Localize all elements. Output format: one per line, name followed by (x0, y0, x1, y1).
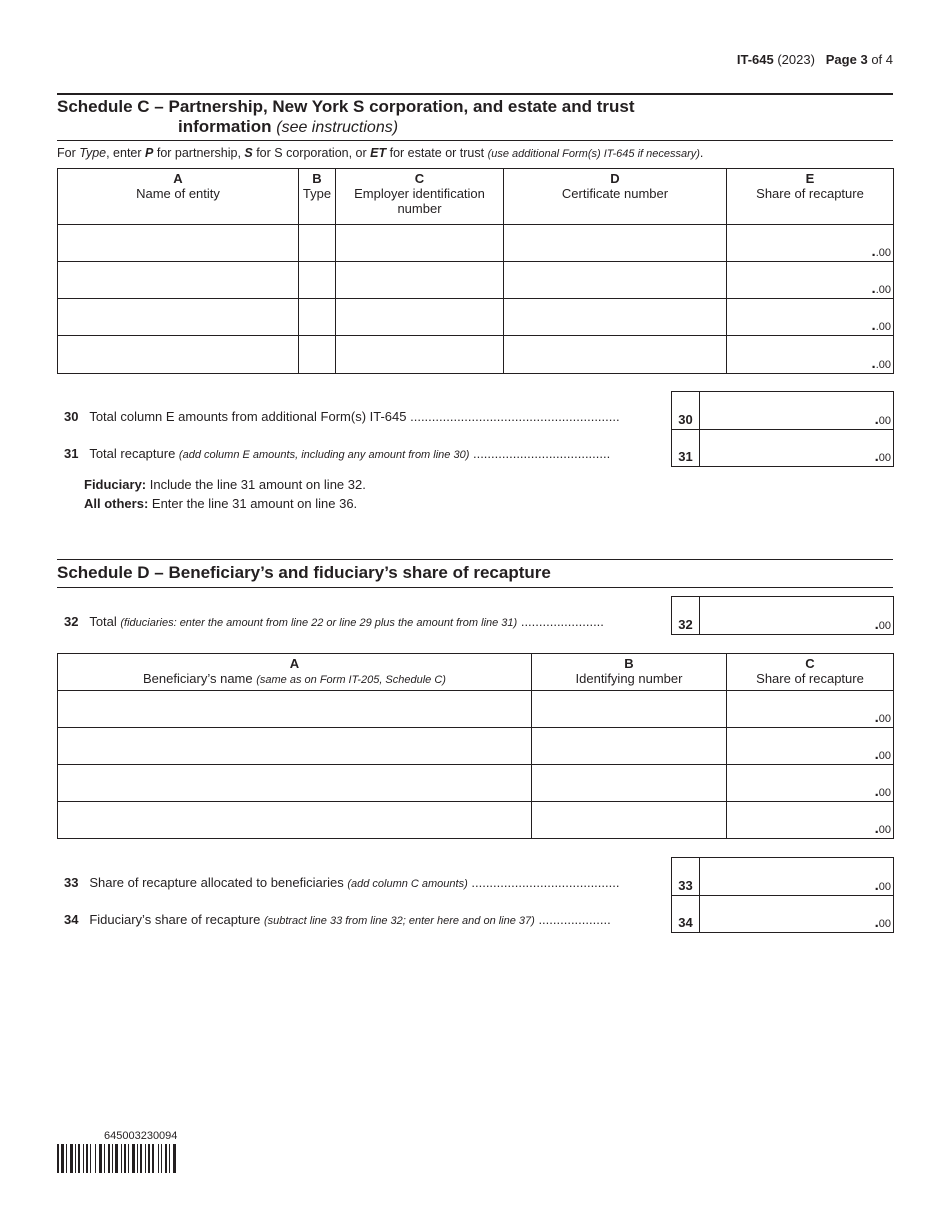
line-text (64, 409, 664, 424)
table-cell-input[interactable] (531, 690, 727, 728)
barcode-bar (148, 1144, 150, 1173)
line-label: Share of recapture allocated to beneficiaries (89, 875, 348, 890)
barcode-bar (140, 1144, 142, 1173)
column-label: Type (302, 186, 332, 201)
line-number: 32 (64, 614, 79, 629)
box-number: 31 (678, 449, 693, 464)
divider (57, 93, 893, 95)
page-header (737, 52, 893, 67)
cents-label: ..00 (871, 280, 891, 297)
table-cell-input[interactable] (503, 335, 727, 374)
t: . (699, 146, 704, 160)
column-header (726, 653, 894, 691)
column-header (57, 168, 299, 225)
line-label: Total column E amounts from additional Form(s) IT-645 (89, 409, 407, 424)
barcode-bar (161, 1144, 162, 1173)
line-number-box (671, 429, 700, 467)
cents: .00 (875, 284, 891, 296)
others-note (84, 496, 357, 511)
barcode-bar (90, 1144, 91, 1173)
amount-input[interactable] (699, 857, 894, 896)
line-note: (add column E amounts, including any amount from line 30) (178, 449, 470, 461)
table-cell-input[interactable] (57, 690, 532, 728)
leader-dots: ...................................... (469, 446, 611, 461)
column-header (57, 653, 532, 691)
barcode-bar (66, 1144, 67, 1173)
column-note: (same as on Form IT-205, Schedule C) (256, 674, 446, 686)
line-text (64, 614, 664, 629)
barcode-bar (86, 1144, 88, 1173)
line-number: 31 (64, 446, 79, 461)
amount-input[interactable] (699, 596, 894, 635)
divider (57, 587, 893, 588)
table-cell-input[interactable] (57, 298, 299, 336)
form-year: (2023) (777, 52, 815, 67)
barcode-bar (121, 1144, 122, 1173)
line-text (64, 912, 664, 927)
line-note: (add column C amounts) (347, 878, 468, 890)
leader-dots: ......................................... (467, 875, 620, 890)
barcode-bar (169, 1144, 170, 1173)
barcode-bar (108, 1144, 110, 1173)
cents-label: .00 (874, 746, 891, 763)
cents-label: .00 (874, 783, 891, 800)
line-label: Total (89, 614, 121, 629)
cents: 00 (878, 918, 891, 930)
table-cell-input[interactable] (503, 224, 727, 262)
line-number-box (671, 391, 700, 430)
table-cell-input[interactable] (57, 261, 299, 299)
schedule-d-title: Schedule D – Beneficiary’s and fiduciary’s share of recapture (57, 563, 551, 582)
divider (57, 559, 893, 560)
table-cell-input[interactable] (726, 335, 894, 374)
line-text (64, 446, 664, 461)
table-cell-input[interactable] (298, 224, 336, 262)
column-letter: B (624, 656, 634, 671)
barcode-bar (158, 1144, 159, 1173)
title-note: (see instructions) (276, 119, 399, 136)
column-letter: B (312, 171, 322, 186)
column-label: Share of recapture (756, 186, 864, 201)
t: For (57, 146, 80, 160)
column-label: Certificate number (561, 186, 669, 201)
table-cell-input[interactable] (335, 298, 504, 336)
schedule-c-title: Schedule C – Partnership, New York S corporation, and estate and trust (57, 97, 635, 116)
table-cell-input[interactable] (298, 298, 336, 336)
t: , enter (106, 146, 146, 160)
barcode-bar (57, 1144, 59, 1173)
form-number: IT-645 (736, 52, 774, 67)
table-cell-input[interactable] (531, 764, 727, 802)
cents-label: .00 (874, 411, 891, 428)
barcode-bar (152, 1144, 154, 1173)
barcode-bar (70, 1144, 73, 1173)
table-cell-input[interactable] (726, 224, 894, 262)
cents: 00 (878, 415, 891, 427)
barcode-bar (95, 1144, 96, 1173)
fiduciary-note (84, 477, 366, 492)
label: Fiduciary: (84, 477, 147, 492)
table-cell-input[interactable] (726, 727, 894, 765)
barcode-bar (75, 1144, 76, 1173)
cents-label: .00 (874, 709, 891, 726)
column-header (726, 168, 894, 225)
column-letter: C (414, 171, 425, 186)
column-letter: A (289, 656, 300, 671)
barcode-bar (124, 1144, 126, 1173)
cents: 00 (878, 620, 891, 632)
line-note: (subtract line 33 from line 32; enter here and on line 37) (263, 915, 535, 927)
table-cell-input[interactable] (298, 261, 336, 299)
cents: .00 (875, 247, 891, 259)
amount-input[interactable] (699, 391, 894, 430)
cents-label: .00 (874, 820, 891, 837)
divider (57, 140, 893, 141)
barcode-number: 645003230094 (104, 1130, 178, 1142)
column-header (503, 168, 727, 225)
table-cell-input[interactable] (335, 224, 504, 262)
leader-dots: .......................................................... (406, 409, 620, 424)
cents-label: ..00 (871, 243, 891, 260)
line-number-box (671, 857, 700, 896)
table-cell-input[interactable] (57, 764, 532, 802)
line-number-box (671, 596, 700, 635)
cents-label: .00 (874, 448, 891, 465)
column-header (335, 168, 504, 225)
table-cell-input[interactable] (335, 335, 504, 374)
box-number: 32 (678, 617, 693, 632)
table-cell-input[interactable] (531, 801, 727, 839)
t: ET (370, 146, 387, 160)
barcode (57, 1144, 239, 1173)
barcode-bar (112, 1144, 113, 1173)
t: S (244, 146, 253, 160)
line-note: (fiduciaries: enter the amount from line 22 or line 29 plus the amount from line 31) (120, 617, 518, 629)
column-label: Name of entity (136, 186, 220, 201)
amount-input[interactable] (699, 429, 894, 467)
table-cell-input[interactable] (57, 727, 532, 765)
box-number: 33 (678, 878, 693, 893)
cents: 00 (878, 452, 891, 464)
text: Enter the line 31 amount on line 36. (148, 496, 358, 511)
t: Type (79, 146, 107, 160)
line-number: 33 (64, 875, 79, 890)
t: for partnership, (153, 146, 245, 160)
amount-input[interactable] (699, 895, 894, 933)
barcode-bar (128, 1144, 129, 1173)
barcode-bar (83, 1144, 84, 1173)
line-number: 30 (64, 409, 79, 424)
cents: 00 (878, 881, 891, 893)
column-label: Beneficiary’s name (143, 671, 257, 686)
barcode-bar (165, 1144, 167, 1173)
table-cell-input[interactable] (57, 224, 299, 262)
t: for S corporation, or (252, 146, 371, 160)
table-cell-input[interactable] (298, 335, 336, 374)
page-of: of 4 (871, 52, 893, 67)
column-letter: D (610, 171, 620, 186)
table-cell-input[interactable] (503, 298, 727, 336)
column-header (531, 653, 727, 691)
table-cell-input[interactable] (57, 335, 299, 374)
line-label: Fiduciary’s share of recapture (89, 912, 264, 927)
line-number: 34 (64, 912, 79, 927)
t: P (145, 146, 154, 160)
column-letter: A (173, 171, 183, 186)
page-label: Page 3 (825, 52, 868, 67)
cents-label: .00 (874, 914, 891, 931)
schedule-c-instruction (57, 146, 703, 160)
box-number: 30 (678, 412, 693, 427)
barcode-bar (173, 1144, 176, 1173)
barcode-bar (61, 1144, 64, 1173)
column-label: Share of recapture (756, 671, 864, 686)
column-label: Identifying number (575, 671, 683, 686)
cents-label: ..00 (871, 355, 891, 372)
line-text (64, 875, 664, 890)
text: Include the line 31 amount on line 32. (146, 477, 366, 492)
leader-dots: .................... (534, 912, 611, 927)
cents: .00 (875, 321, 891, 333)
barcode-bar (145, 1144, 146, 1173)
table-cell-input[interactable] (503, 261, 727, 299)
leader-dots: ....................... (517, 614, 604, 629)
cents-label: .00 (874, 616, 891, 633)
cents-label: ..00 (871, 317, 891, 334)
column-header (298, 168, 336, 225)
table-cell-input[interactable] (57, 801, 532, 839)
line-number-box (671, 895, 700, 933)
barcode-bar (132, 1144, 135, 1173)
column-label: Employer identification number (354, 186, 485, 216)
title-text: information (178, 117, 272, 136)
barcode-bar (99, 1144, 102, 1173)
barcode-bar (137, 1144, 138, 1173)
table-cell-input[interactable] (726, 261, 894, 299)
barcode-bar (78, 1144, 80, 1173)
table-cell-input[interactable] (726, 801, 894, 839)
label: All others: (84, 496, 149, 511)
barcode-bar (104, 1144, 105, 1173)
column-letter: E (805, 171, 815, 186)
barcode-bar (115, 1144, 118, 1173)
t: for estate or trust (386, 146, 488, 160)
line-label: Total recapture (89, 446, 179, 461)
cents: .00 (875, 359, 891, 371)
table-cell-input[interactable] (531, 727, 727, 765)
table-cell-input[interactable] (726, 690, 894, 728)
cents-label: .00 (874, 877, 891, 894)
schedule-c-title-2 (178, 117, 398, 137)
box-number: 34 (678, 915, 693, 930)
table-cell-input[interactable] (335, 261, 504, 299)
column-letter: C (805, 656, 815, 671)
t: (use additional Form(s) IT-645 if necessary) (487, 148, 700, 160)
table-cell-input[interactable] (726, 764, 894, 802)
table-cell-input[interactable] (726, 298, 894, 336)
